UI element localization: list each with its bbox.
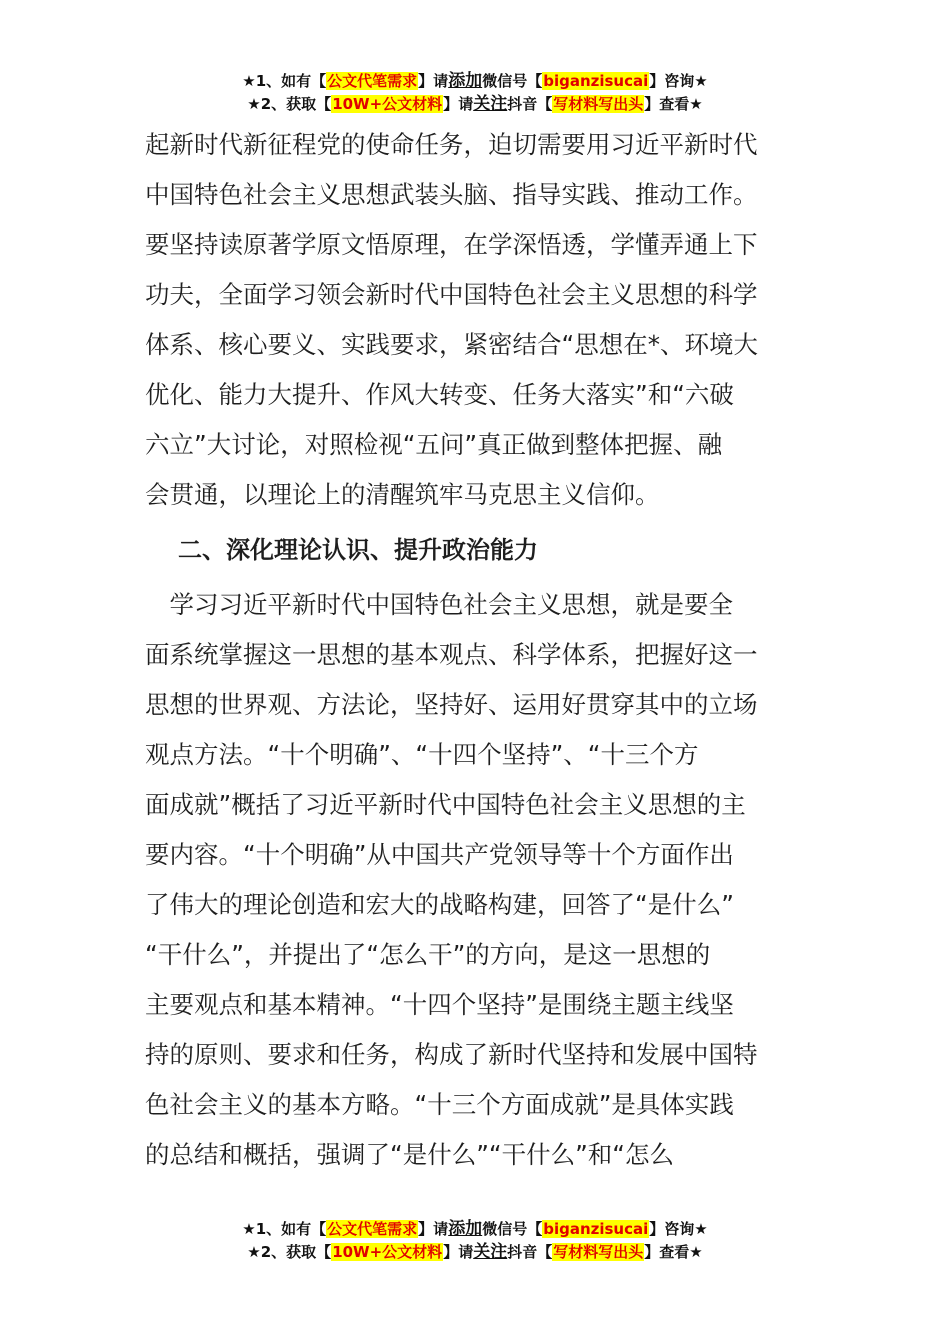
notice-text: 抖音【 (507, 95, 553, 113)
text-line: 观点方法。“十个明确”、“十四个坚持”、“十三个方 (145, 740, 699, 769)
highlight-wechat-id: biganzisucai (543, 72, 649, 90)
text-line: 面成就”概括了习近平新时代中国特色社会主义思想的主 (145, 790, 746, 819)
text-line: 思想的世界观、方法论，坚持好、运用好贯穿其中的立场 (145, 690, 758, 719)
text-line: 了伟大的理论创造和宏大的战略构建，回答了“是什么” (145, 890, 734, 919)
text-line: 主要观点和基本精神。“十四个坚持”是围绕主题主线坚 (145, 990, 734, 1019)
paragraph-2 (145, 580, 805, 1180)
notice-text: 】查看★ (644, 1243, 703, 1261)
text-line: 要坚持读原著学原文悟原理，在学深悟透，学懂弄通上下 (145, 230, 758, 259)
text-line: “干什么”，并提出了“怎么干”的方向，是这一思想的 (145, 940, 711, 969)
notice-text: 】咨询★ (649, 1220, 708, 1238)
underlined-follow: 关注 (473, 1242, 508, 1262)
notice-text: 】请 (443, 95, 474, 113)
notice-text: 】请 (418, 1220, 449, 1238)
text-line: 学习习近平新时代中国特色社会主义思想，就是要全 (145, 590, 733, 619)
text-line: 六立”大讨论，对照检视“五问”真正做到整体把握、融 (145, 430, 723, 459)
highlight-materials: 10W+公文材料 (332, 95, 443, 113)
highlight-service: 公文代笔需求 (327, 1220, 418, 1238)
notice-text: 微信号【 (482, 1220, 543, 1238)
notice-text: ★1、如有【 (242, 72, 327, 90)
text-line: 中国特色社会主义思想武装头脑、指导实践、推动工作。 (145, 180, 758, 209)
underlined-add: 添加 (448, 1219, 483, 1239)
notice-text: ★2、获取【 (247, 1243, 332, 1261)
section-heading: 二、深化理论认识、提升政治能力 (178, 536, 538, 564)
text-line: 的总结和概括，强调了“是什么”“干什么”和“怎么 (145, 1140, 674, 1169)
notice-line-1 (0, 1218, 950, 1241)
highlight-service: 公文代笔需求 (327, 72, 418, 90)
underlined-add: 添加 (448, 71, 483, 91)
highlight-douyin-id: 写材料写出头 (553, 1243, 644, 1261)
text-line: 要内容。“十个明确”从中国共产党领导等十个方面作出 (145, 840, 734, 869)
paragraph-1 (145, 120, 805, 520)
notice-line-2 (0, 93, 950, 116)
underlined-follow: 关注 (473, 94, 508, 114)
notice-text: 】请 (418, 72, 449, 90)
notice-text: 抖音【 (507, 1243, 553, 1261)
notice-text: 】查看★ (644, 95, 703, 113)
notice-line-1 (0, 70, 950, 93)
text-line: 优化、能力大提升、作风大转变、任务大落实”和“六破 (145, 380, 734, 409)
text-line: 会贯通，以理论上的清醒筑牢马克思主义信仰。 (145, 480, 660, 509)
notice-text: 】咨询★ (649, 72, 708, 90)
notice-text: 】请 (443, 1243, 474, 1261)
highlight-materials: 10W+公文材料 (332, 1243, 443, 1261)
text-line: 色社会主义的基本方略。“十三个方面成就”是具体实践 (145, 1090, 734, 1119)
notice-text: ★2、获取【 (247, 95, 332, 113)
highlight-douyin-id: 写材料写出头 (553, 95, 644, 113)
document-body (145, 120, 805, 1180)
text-line: 持的原则、要求和任务，构成了新时代坚持和发展中国特 (145, 1040, 758, 1069)
notice-line-2 (0, 1241, 950, 1264)
bottom-notice (0, 1218, 950, 1264)
text-line: 体系、核心要义、实践要求，紧密结合“思想在*、环境大 (145, 330, 758, 359)
highlight-wechat-id: biganzisucai (543, 1220, 649, 1238)
notice-text: 微信号【 (482, 72, 543, 90)
text-line: 起新时代新征程党的使命任务，迫切需要用习近平新时代 (145, 130, 758, 159)
text-line: 面系统掌握这一思想的基本观点、科学体系，把握好这一 (145, 640, 758, 669)
text-line: 功夫，全面学习领会新时代中国特色社会主义思想的科学 (145, 280, 758, 309)
notice-text: ★1、如有【 (242, 1220, 327, 1238)
top-notice (0, 70, 950, 116)
